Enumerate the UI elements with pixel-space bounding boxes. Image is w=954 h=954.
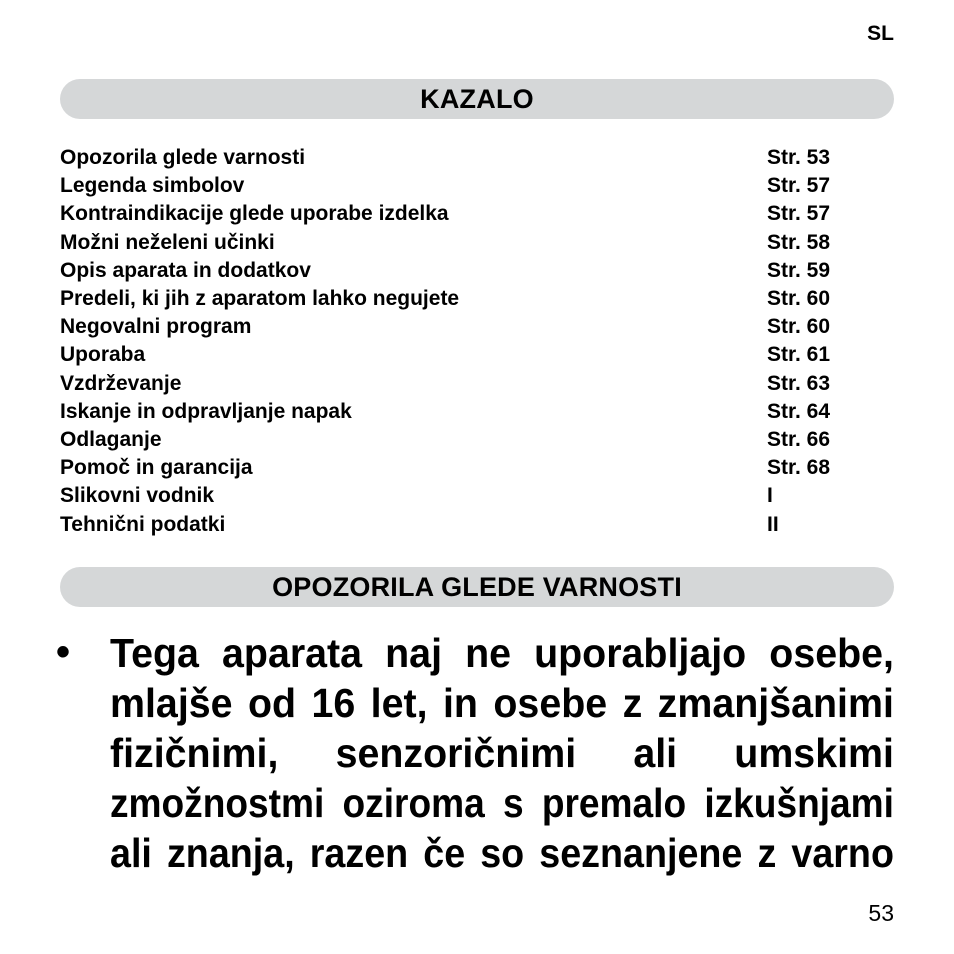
word: osebe: [493, 679, 608, 726]
toc-item-title: Negovalni program: [60, 315, 252, 339]
paragraph-line: [110, 678, 894, 728]
word: naj: [385, 629, 443, 676]
toc-item-page: Str. 60: [767, 287, 831, 311]
toc-row: [60, 341, 860, 369]
toc-item-page: II: [767, 512, 779, 536]
word: z: [757, 829, 777, 876]
toc-row: [60, 454, 860, 482]
toc-item-page: Str. 57: [767, 174, 831, 198]
word: če: [423, 829, 466, 876]
word: ne: [465, 629, 512, 676]
toc-row: [60, 144, 860, 172]
safety-heading: OPOZORILA GLEDE VARNOSTI: [272, 571, 682, 602]
word: ali: [110, 829, 152, 876]
toc-item-title: Opozorila glede varnosti: [60, 146, 306, 170]
toc-row: [60, 200, 860, 228]
paragraph-line: [110, 628, 894, 678]
table-of-contents: [60, 144, 860, 539]
word: seznanjene: [539, 829, 743, 876]
toc-item-page: Str. 64: [767, 399, 831, 423]
word: izkušnjami: [704, 779, 894, 826]
toc-item-page: Str. 63: [767, 371, 831, 395]
toc-item-page: Str. 68: [767, 456, 831, 480]
word: aparata: [222, 629, 363, 676]
toc-item-title: Vzdrževanje: [60, 371, 182, 395]
word: osebe,: [769, 629, 894, 676]
word: premalo: [541, 779, 687, 826]
word: 16: [311, 679, 356, 726]
toc-item-title: Uporaba: [60, 343, 146, 367]
toc-item-page: Str. 60: [767, 315, 831, 339]
word: let,: [370, 679, 428, 726]
word: razen: [309, 829, 409, 876]
word: zmožnostmi: [110, 779, 325, 826]
toc-row: [60, 257, 860, 285]
toc-item-page: Str. 53: [767, 146, 831, 170]
toc-row: [60, 313, 860, 341]
toc-row: [60, 370, 860, 398]
bullet-point: •: [56, 630, 71, 674]
word: zmanjšanimi: [657, 679, 894, 726]
toc-item-title: Tehnični podatki: [60, 512, 226, 536]
toc-item-title: Iskanje in odpravljanje napak: [60, 399, 352, 423]
paragraph-line: [110, 828, 894, 878]
toc-item-title: Opis aparata in dodatkov: [60, 258, 311, 282]
language-code: SL: [867, 22, 894, 45]
word: od: [247, 679, 297, 726]
toc-item-page: Str. 59: [767, 258, 831, 282]
toc-item-page: Str. 57: [767, 202, 831, 226]
toc-row: [60, 172, 860, 200]
word: uporabljajo: [534, 629, 747, 676]
word: z: [622, 679, 643, 726]
word: fizičnimi,: [110, 729, 279, 776]
word: so: [480, 829, 525, 876]
toc-item-title: Pomoč in garancija: [60, 456, 253, 480]
page-number: 53: [868, 900, 894, 926]
safety-heading-band: [60, 567, 894, 607]
word: varno: [791, 829, 894, 876]
toc-item-title: Možni neželeni učinki: [60, 230, 275, 254]
toc-row: [60, 285, 860, 313]
toc-item-page: Str. 61: [767, 343, 831, 367]
paragraph-line: [110, 778, 894, 828]
word: Tega: [110, 629, 199, 676]
toc-row: [60, 229, 860, 257]
word: s: [502, 779, 524, 826]
toc-row: [60, 398, 860, 426]
safety-paragraph: [110, 628, 894, 878]
word: umskimi: [734, 729, 894, 776]
toc-item-title: Predeli, ki jih z aparatom lahko negujete: [60, 287, 460, 311]
index-heading-band: [60, 79, 894, 119]
toc-item-page: Str. 58: [767, 230, 831, 254]
word: znanja,: [166, 829, 295, 876]
word: senzoričnimi: [335, 729, 577, 776]
toc-item-page: I: [767, 484, 773, 508]
toc-row: [60, 510, 860, 538]
toc-row: [60, 482, 860, 510]
word: ali: [633, 729, 678, 776]
paragraph-line: [110, 728, 894, 778]
toc-row: [60, 426, 860, 454]
word: mlajše: [110, 679, 233, 726]
toc-item-title: Kontraindikacije glede uporabe izdelka: [60, 202, 449, 226]
word: oziroma: [342, 779, 485, 826]
toc-item-page: Str. 66: [767, 427, 831, 451]
toc-item-title: Slikovni vodnik: [60, 484, 215, 508]
toc-item-title: Odlaganje: [60, 427, 162, 451]
toc-item-title: Legenda simbolov: [60, 174, 245, 198]
index-heading: KAZALO: [420, 83, 534, 114]
word: in: [442, 679, 478, 726]
